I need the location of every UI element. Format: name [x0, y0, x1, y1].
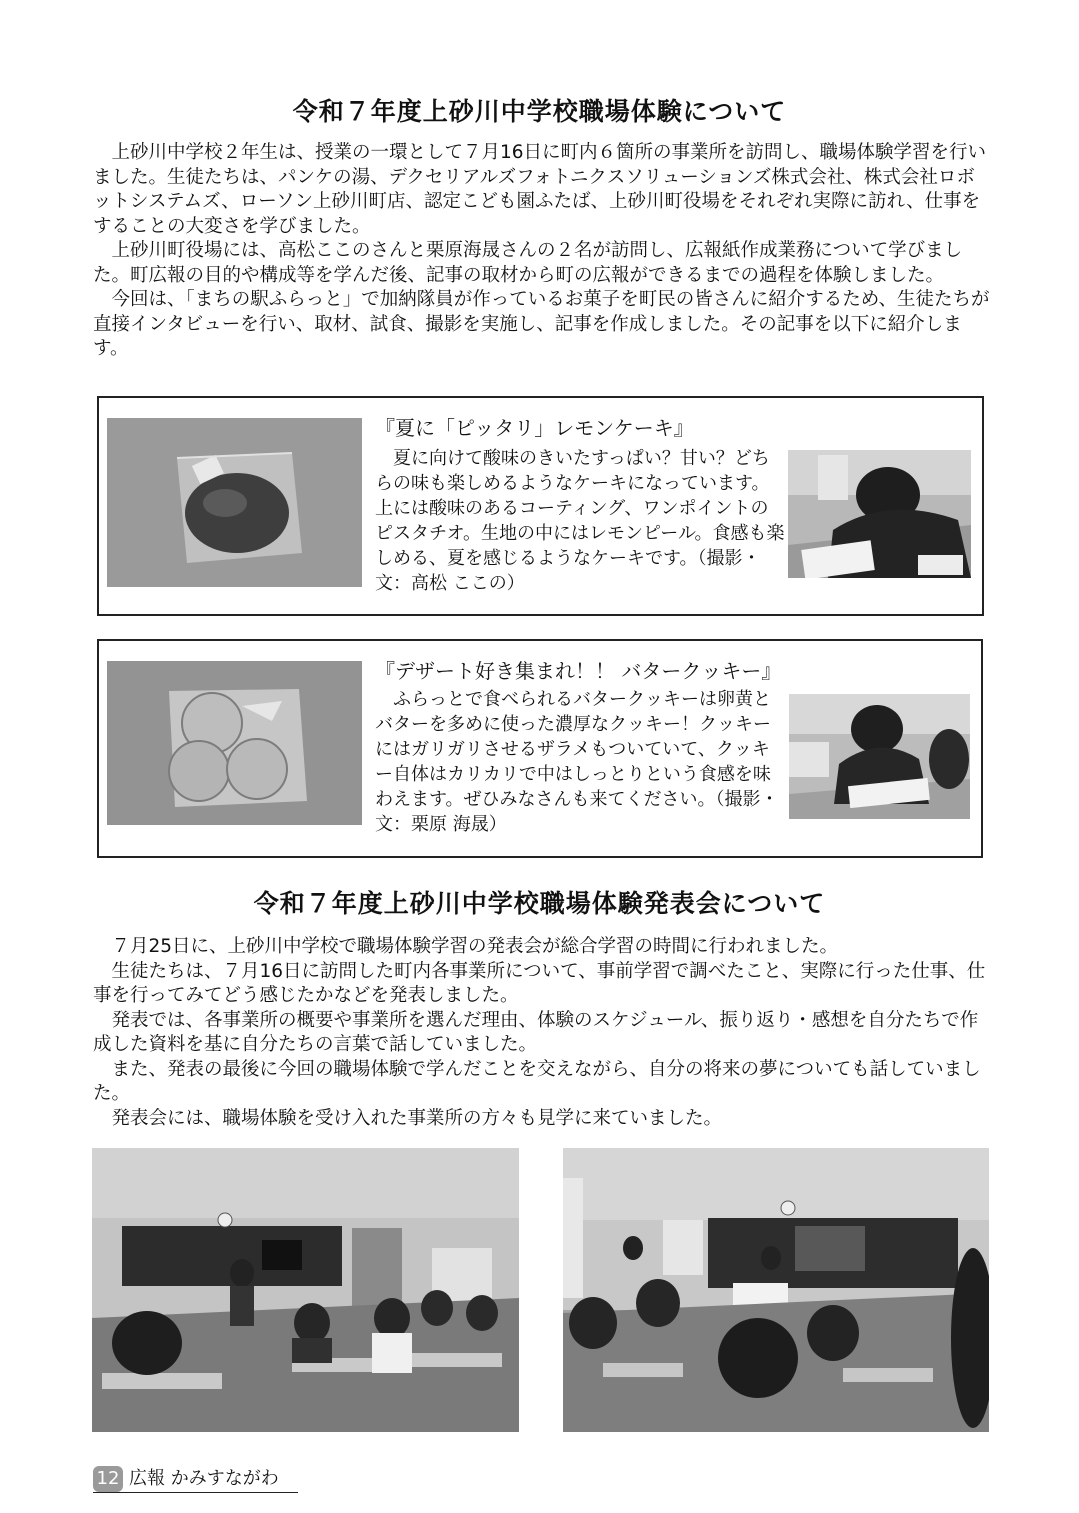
section2-paragraph: 生徒たちは、７月16日に訪問した町内各事業所について、事前学習で調べたこと、実際に行った仕事、仕事を行ってみてどう感じたかなどを発表しました。 [93, 960, 986, 1006]
presentation-photo-1 [92, 1148, 519, 1432]
butter-cookie-title: 『デザート好き集まれ！！ バタークッキー』 [375, 659, 782, 683]
section2-paragraph: ７月25日に、上砂川中学校で職場体験学習の発表会が総合学習の時間に行われました。 [111, 936, 839, 957]
section2-paragraph: 発表では、各事業所の概要や事業所を選んだ理由、体験のスケジュール、振り返り・感想を自分たちで作成した資料を基に自分たちの言葉で話していました。 [93, 1009, 979, 1055]
section1-title: 令和７年度上砂川中学校職場体験について [292, 97, 787, 126]
student-writing-photo-1 [788, 450, 971, 578]
presentation-photo-2 [563, 1148, 989, 1432]
section1-body [93, 141, 993, 362]
section2-body [93, 935, 993, 1131]
section2-paragraph: また、発表の最後に今回の職場体験で学んだことを交えながら、自分の将来の夢についても話していました。 [93, 1058, 981, 1104]
section2-paragraph: 発表会には、職場体験を受け入れた事業所の方々も見学に来ていました。 [111, 1107, 723, 1129]
page-number: 12 [93, 1466, 123, 1492]
page-footer [93, 1466, 298, 1493]
lemon-cake-article [97, 396, 984, 616]
lemon-cake-paragraph: 夏に向けて酸味のきいたすっぱい？甘い？どちらの味も楽しめるようなケーキになっています。上には酸味のあるコーティング、ワンポイントのピスタチオ。生地の中にはレモンピール。食感も楽しめる、夏を感じるようなケーキです。（撮影・文：高松 ここの） [375, 448, 785, 594]
student-writing-photo-2 [789, 694, 970, 819]
lemon-cake-title: 『夏に「ピッタリ」レモンケーキ』 [375, 416, 694, 440]
section2-title: 令和７年度上砂川中学校職場体験発表会について [253, 889, 826, 918]
section1-paragraph: 今回は、「まちの駅ふらっと」で加納隊員が作っているお菓子を町民の皆さんに紹介するため、生徒たちが直接インタビューを行い、取材、試食、撮影を実施し、記事を作成しました。その記事を以下に紹介します。 [93, 289, 990, 359]
lemon-cake-text [375, 446, 785, 596]
section1-paragraph: 上砂川中学校２年生は、授業の一環として７月16日に町内６箇所の事業所を訪問し、職場体験学習を行いました。生徒たちは、パンケの湯、デクセリアルズフォトニクスソリューションズ株式会社、株式会社ロボットシステムズ、ローソン上砂川町店、認定こども園ふたば、上砂川町役場をそれぞれ実際に訪れ、仕事をすることの大変さを学びました。 [93, 142, 987, 237]
butter-cookie-paragraph: ふらっとで食べられるバタークッキーは卵黄とバターを多めに使った濃厚なクッキー！クッキーにはガリガリさせるザラメもついていて、クッキー自体はカリカリで中はしっとりという食感を味わえます。ぜひみなさんも来てください。（撮影・文：栗原 海晟） [375, 689, 779, 835]
butter-cookie-text [375, 687, 785, 837]
butter-cookie-photo [107, 661, 362, 825]
butter-cookie-article [97, 639, 983, 858]
publication-name: 広報 かみすながわ [129, 1468, 279, 1489]
lemon-cake-photo [107, 418, 362, 587]
section1-paragraph: 上砂川町役場には、高松ここのさんと栗原海晟さんの２名が訪問し、広報紙作成業務について学びました。町広報の目的や構成等を学んだ後、記事の取材から町の広報ができるまでの過程を体験しました。 [93, 240, 963, 286]
